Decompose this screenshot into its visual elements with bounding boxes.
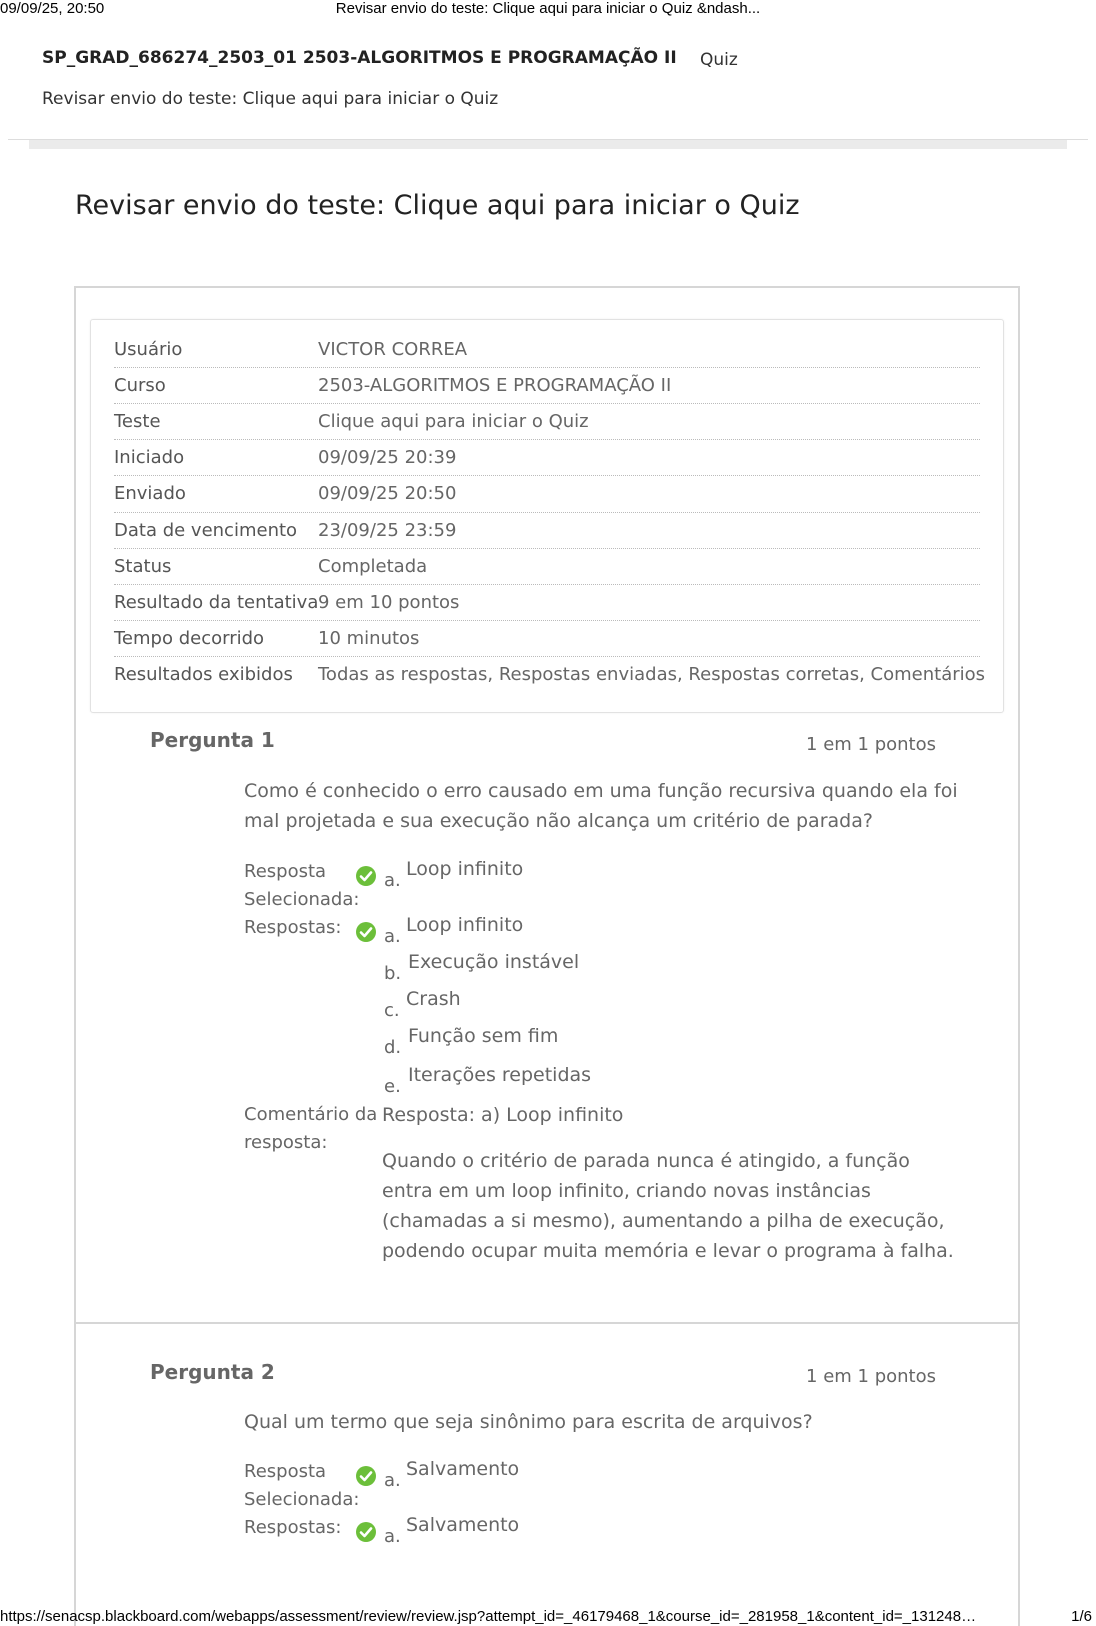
info-label: Tempo decorrido <box>114 628 265 649</box>
answer-letter: e. <box>384 1076 401 1097</box>
check-circle-icon <box>356 922 376 942</box>
info-value: Clique aqui para iniciar o Quiz <box>318 411 589 432</box>
comment-heading: Resposta: a) Loop infinito <box>382 1104 624 1126</box>
info-row <box>114 403 980 439</box>
info-value: 23/09/25 23:59 <box>318 520 457 541</box>
answer-letter: c. <box>384 1000 400 1021</box>
info-label: Enviado <box>114 483 186 504</box>
question-divider <box>74 1322 1020 1324</box>
answer-text: Crash <box>406 988 461 1010</box>
info-row <box>114 584 980 620</box>
row-separator <box>114 584 980 585</box>
check-circle-icon <box>356 1466 376 1486</box>
answer-text: Função sem fim <box>408 1025 559 1047</box>
section-label[interactable]: Quiz <box>700 50 738 70</box>
info-row <box>114 475 980 511</box>
row-separator <box>114 475 980 476</box>
info-label: Curso <box>114 375 166 396</box>
info-row <box>114 439 980 475</box>
comment-label <box>244 1101 377 1157</box>
answer-letter: a. <box>384 1526 401 1547</box>
info-value: 10 minutos <box>318 628 420 649</box>
selected-answer-label-line2: Selecionada: <box>244 1489 360 1510</box>
info-value: Completada <box>318 556 428 577</box>
print-timestamp: 09/09/25, 20:50 <box>0 0 105 17</box>
info-value: VICTOR CORREA <box>318 339 468 360</box>
selected-answer-label-line2: Selecionada: <box>244 889 360 910</box>
row-separator <box>114 620 980 621</box>
course-title-link[interactable]: SP_GRAD_686274_2503_01 2503-ALGORITMOS E PROGRAMAÇÃO II <box>42 48 677 68</box>
answer-text: Salvamento <box>406 1514 520 1536</box>
info-row <box>114 367 980 403</box>
comment-label-line2: resposta: <box>244 1132 328 1153</box>
answers-label: Respostas: <box>244 1517 342 1538</box>
question-text: Como é conhecido o erro causado em uma função recursiva quando ela foi mal projetada e sua execução não alcança um critério de parada? <box>244 780 958 832</box>
row-separator <box>114 367 980 368</box>
comment-label-line1: Comentário da <box>244 1104 378 1125</box>
print-title: Revisar envio do teste: Clique aqui para iniciar o Quiz &ndash... <box>335 0 761 17</box>
row-separator <box>114 656 980 657</box>
answer-text: Execução instável <box>408 951 580 973</box>
info-value: 9 em 10 pontos <box>318 592 460 613</box>
question-title: Pergunta 1 <box>150 728 275 752</box>
info-row <box>114 620 980 656</box>
row-separator <box>114 512 980 513</box>
check-circle-icon <box>356 1522 376 1542</box>
page-title: Revisar envio do teste: Clique aqui para iniciar o Quiz <box>75 190 800 221</box>
info-value: 2503-ALGORITMOS E PROGRAMAÇÃO II <box>318 375 672 396</box>
header-bar <box>29 140 1067 149</box>
selected-answer-label <box>244 858 359 914</box>
answer-letter: d. <box>384 1037 402 1058</box>
info-row <box>114 548 980 584</box>
answer-letter: a. <box>384 1470 401 1491</box>
info-row <box>114 331 980 367</box>
breadcrumb: Revisar envio do teste: Clique aqui para iniciar o Quiz <box>42 89 499 109</box>
answer-letter: a. <box>384 926 401 947</box>
info-label: Usuário <box>114 339 183 360</box>
question-text: Qual um termo que seja sinônimo para escrita de arquivos? <box>244 1411 813 1433</box>
print-footer <box>0 1608 1096 1624</box>
answer-text: Loop infinito <box>406 914 524 936</box>
answer-letter: b. <box>384 963 402 984</box>
selected-answer-label <box>244 1458 359 1514</box>
info-label: Iniciado <box>114 447 185 468</box>
info-value: 09/09/25 20:50 <box>318 483 457 504</box>
answer-text: Iterações repetidas <box>408 1064 592 1086</box>
answers-label: Respostas: <box>244 917 342 938</box>
info-label: Resultado da tentativa <box>114 592 319 613</box>
answer-text: Salvamento <box>406 1458 520 1480</box>
info-row <box>114 512 980 548</box>
row-separator <box>114 403 980 404</box>
info-label: Teste <box>114 411 161 432</box>
info-value: Todas as respostas, Respostas enviadas, Respostas corretas, Comentários <box>318 664 986 685</box>
info-value: 09/09/25 20:39 <box>318 447 457 468</box>
row-separator <box>114 548 980 549</box>
info-label: Data de vencimento <box>114 520 298 541</box>
answer-letter: a. <box>384 870 401 891</box>
print-url: https://senacsp.blackboard.com/webapps/assessment/review/review.jsp?attempt_id=_46179468_1&course_id=_281958_1&content_id=_131248… <box>0 1608 977 1625</box>
selected-answer-label-line1: Resposta <box>244 1461 327 1482</box>
info-row <box>114 656 986 692</box>
print-page-number: 1/6 <box>1071 1608 1092 1625</box>
print-header <box>0 0 1096 18</box>
question-title: Pergunta 2 <box>150 1360 275 1384</box>
comment-body: Quando o critério de parada nunca é atingido, a função entra em um loop infinito, criando novas instâncias (chamadas a si mesmo), aumentando a pilha de execução, podendo ocupar muita memória e levar o programa à falha. <box>382 1150 954 1262</box>
selected-answer-label-line1: Resposta <box>244 861 327 882</box>
check-circle-icon <box>356 866 376 886</box>
question-points: 1 em 1 pontos <box>806 1366 936 1387</box>
row-separator <box>114 439 980 440</box>
question-points: 1 em 1 pontos <box>806 734 936 755</box>
answer-text: Loop infinito <box>406 858 524 880</box>
info-label: Resultados exibidos <box>114 664 293 685</box>
info-label: Status <box>114 556 172 577</box>
